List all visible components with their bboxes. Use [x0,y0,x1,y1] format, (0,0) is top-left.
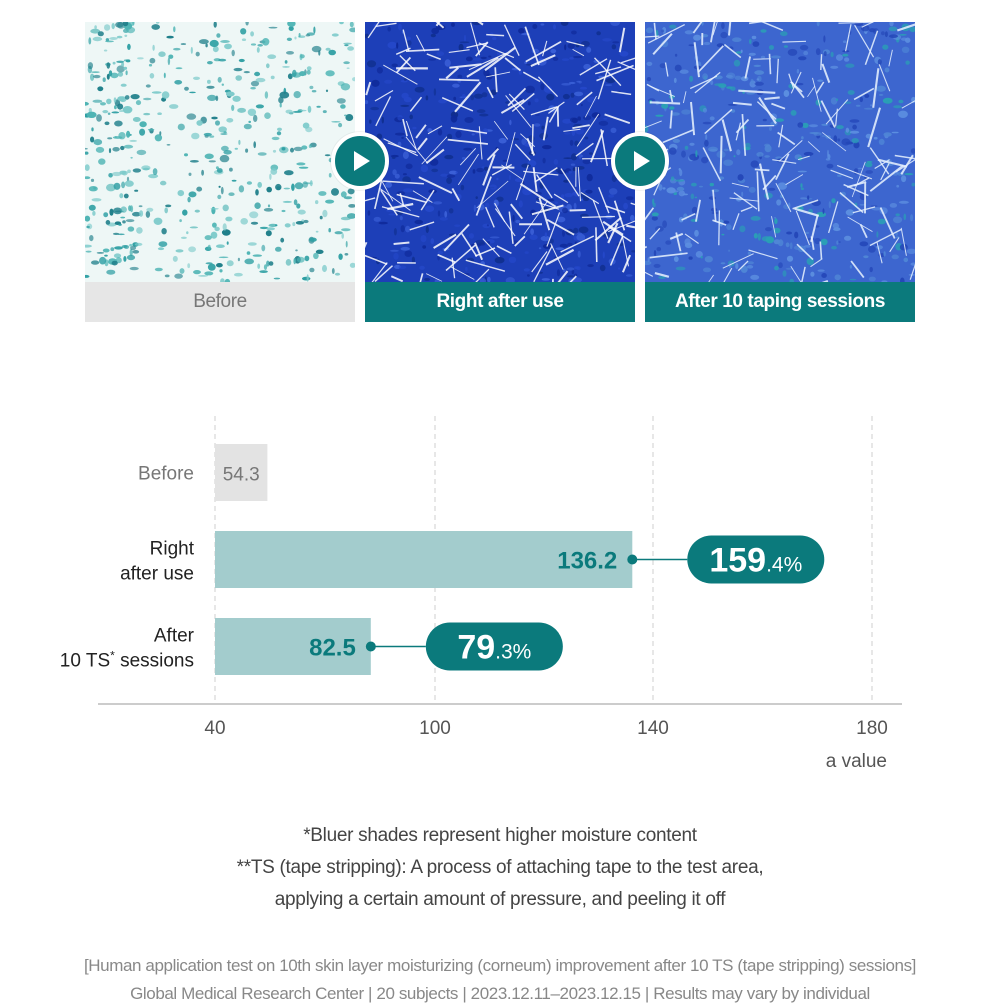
play-arrow-icon [611,132,669,190]
panel-before [85,22,355,322]
panel-right-after-use [365,22,635,322]
note-line: applying a certain amount of pressure, and peeling it off [0,884,1000,916]
panel-after-10-sessions [645,22,915,322]
panel-caption-right-after-use: Right after use [365,282,635,322]
comparison-panels [85,22,915,322]
skin-texture-after-sessions-image [645,22,915,282]
x-axis-unit-label: a value [826,751,887,772]
connector-dot [366,642,376,652]
increase-badge-label: 79.3% [457,629,531,667]
x-tick-label: 100 [419,718,451,739]
panel-caption-before: Before [85,282,355,322]
skin-texture-before-image [85,22,355,282]
x-tick-label: 140 [637,718,669,739]
increase-badge-label: 159.4% [709,542,802,580]
note-line: **TS (tape stripping): A process of attaching tape to the test area, [0,852,1000,884]
connector-dot [627,555,637,565]
y-category-label: After 10 TS* sessions [60,626,195,672]
y-category-label: Right after use [120,539,195,585]
footer-line: [Human application test on 10th skin layer moisturizing (corneum) improvement after 10 TS (tape stripping) sessions] [0,952,1000,980]
chart-notes [0,820,1000,916]
skin-texture-after-use-image [365,22,635,282]
moisture-bar-chart [0,400,1000,780]
note-line: *Bluer shades represent higher moisture content [0,820,1000,852]
bar-value-label: 82.5 [309,635,356,662]
x-tick-label: 180 [856,718,888,739]
play-arrow-icon [331,132,389,190]
footer-line: Global Medical Research Center | 20 subjects | 2023.12.11–2023.12.15 | Results may vary by individual [0,980,1000,1008]
bar-value-label: 136.2 [557,548,617,575]
panel-caption-after-10-sessions: After 10 taping sessions [645,282,915,322]
y-category-label: Before [138,464,194,485]
bar-value-label: 54.3 [223,465,260,486]
x-tick-label: 40 [204,718,225,739]
